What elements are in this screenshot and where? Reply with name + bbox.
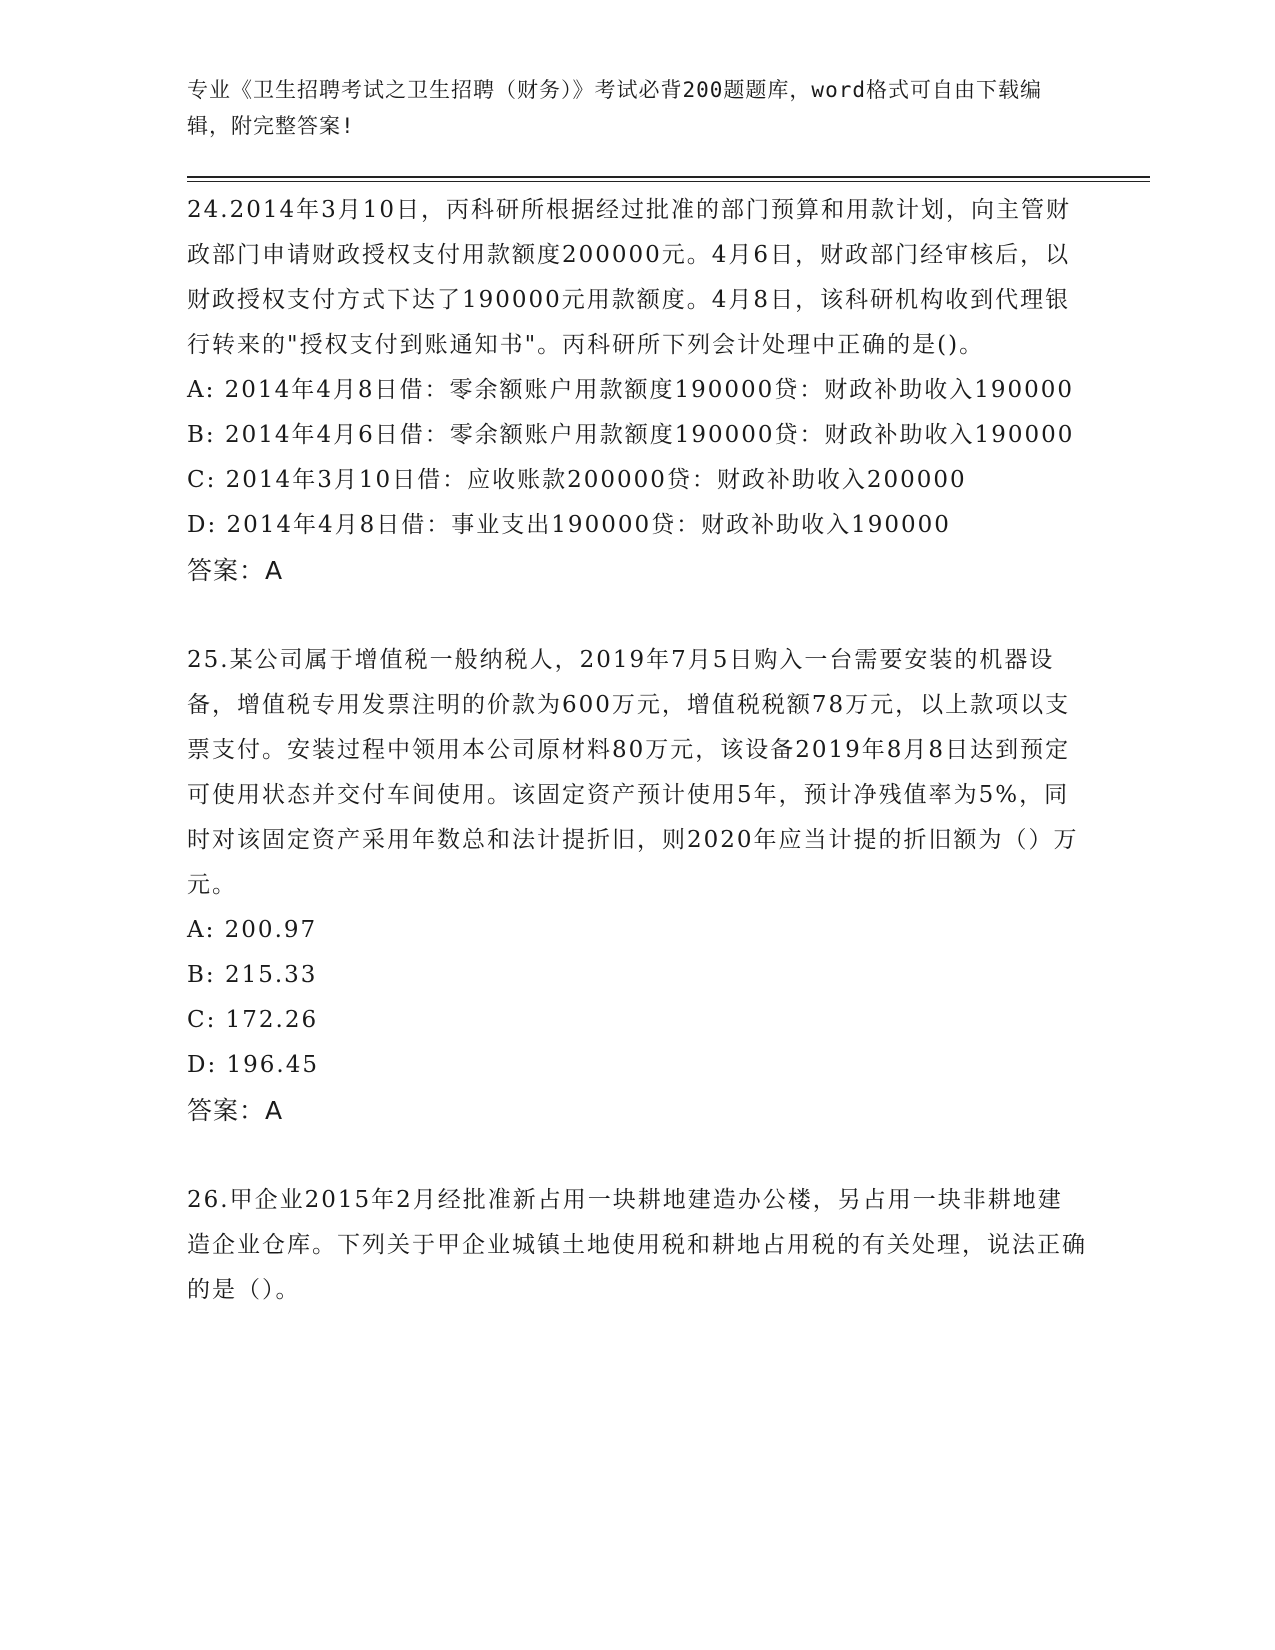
option-b: B: 215.33 (187, 962, 318, 988)
header-title: 专业《卫生招聘考试之卫生招聘（财务）》考试必背200题题库，word格式可自由下载编辑，附完整答案! (187, 78, 1042, 138)
question-24 (187, 188, 1087, 593)
option-d: D: 196.45 (187, 1052, 319, 1078)
answer-line: 答案：A (187, 1096, 284, 1125)
question-list (187, 188, 1087, 1313)
option-c: C: 2014年3月10日借：应收账款200000贷：财政补助收入200000 (187, 467, 967, 493)
answer-line: 答案：A (187, 556, 284, 585)
question-stem: 25.某公司属于增值税一般纳税人，2019年7月5日购入一台需要安装的机器设备，增值税专用发票注明的价款为600万元，增值税税额78万元，以上款项以支票支付。安装过程中领用本公司原材料80万元，该设备2019年8月8日达到预定可使用状态并交付车间使用。该固定资产预计使用5年，预计净残值率为5%，同时对该固定资产采用年数总和法计提折旧，则2020年应当计提的折旧额为（）万元。 (187, 647, 1079, 898)
header-divider-thin (187, 181, 1150, 182)
page-header (187, 72, 1067, 144)
question-26 (187, 1178, 1087, 1313)
spacer (187, 593, 1087, 638)
spacer (187, 1133, 1087, 1178)
header-divider (187, 176, 1150, 178)
option-b: B: 2014年4月6日借：零余额账户用款额度190000贷：财政补助收入190000 (187, 422, 1075, 448)
question-stem: 24.2014年3月10日，丙科研所根据经过批准的部门预算和用款计划，向主管财政部门申请财政授权支付用款额度200000元。4月6日，财政部门经审核后，以财政授权支付方式下达了190000元用款额度。4月8日，该科研机构收到代理银行转来的"授权支付到账通知书"。丙科研所下列会计处理中正确的是()。 (187, 197, 1072, 358)
option-c: C: 172.26 (187, 1007, 319, 1033)
question-stem: 26.甲企业2015年2月经批准新占用一块耕地建造办公楼，另占用一块非耕地建造企业仓库。下列关于甲企业城镇土地使用税和耕地占用税的有关处理，说法正确的是（）。 (187, 1187, 1087, 1303)
option-d: D: 2014年4月8日借：事业支出190000贷：财政补助收入190000 (187, 512, 951, 538)
option-a: A: 2014年4月8日借：零余额账户用款额度190000贷：财政补助收入190000 (187, 377, 1075, 403)
question-25 (187, 638, 1087, 1133)
option-a: A: 200.97 (187, 917, 318, 943)
